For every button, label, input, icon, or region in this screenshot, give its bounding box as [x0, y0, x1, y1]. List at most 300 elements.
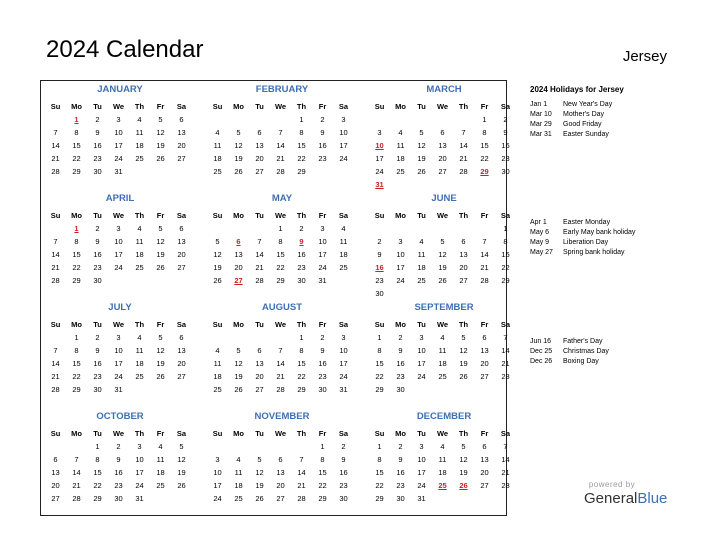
day-cell: 11 — [396, 141, 405, 150]
day-cell: 24 — [417, 481, 426, 490]
day-cell: 5 — [440, 237, 445, 246]
day-cell: 9 — [377, 250, 382, 259]
empty-day-cell — [291, 440, 312, 453]
day-cell: 29 — [276, 276, 285, 285]
weekday-header: Su — [374, 211, 385, 220]
day-cell: 21 — [501, 359, 510, 368]
day-cell: 9 — [398, 455, 403, 464]
day-cell: 24 — [114, 372, 123, 381]
day-cell: 27 — [177, 263, 186, 272]
day-cell: 17 — [417, 468, 426, 477]
day-cell: 7 — [53, 346, 58, 355]
day-cell: 6 — [179, 224, 184, 233]
day-cell: 19 — [177, 468, 186, 477]
day-cell: 5 — [461, 442, 466, 451]
month-october — [45, 410, 195, 518]
day-cell: 3 — [341, 333, 346, 342]
day-cell: 16 — [93, 359, 102, 368]
weekday-header: Th — [134, 320, 145, 329]
day-cell: 28 — [276, 167, 285, 176]
holiday-day-cell: 6 — [236, 237, 241, 246]
weekday-header: We — [436, 102, 449, 111]
day-cell: 21 — [255, 263, 264, 272]
day-cell: 24 — [135, 481, 144, 490]
holiday-row — [530, 347, 680, 357]
day-cell: 4 — [137, 115, 142, 124]
empty-day-cell — [249, 113, 270, 126]
weekday-header: We — [436, 429, 449, 438]
month-name: NOVEMBER — [254, 411, 310, 422]
day-cell: 5 — [179, 442, 184, 451]
weekday-header: Sa — [500, 102, 511, 111]
weekday-header: Mo — [71, 102, 82, 111]
day-cell: 19 — [438, 263, 447, 272]
month-grid — [369, 209, 516, 300]
day-cell: 7 — [257, 237, 262, 246]
weekday-header: Sa — [176, 320, 187, 329]
day-cell: 22 — [297, 154, 306, 163]
empty-day-cell — [390, 113, 411, 126]
day-cell: 22 — [93, 481, 102, 490]
day-cell: 6 — [179, 333, 184, 342]
day-cell: 19 — [255, 481, 264, 490]
weekday-header: We — [274, 429, 287, 438]
day-cell: 26 — [255, 494, 264, 503]
day-cell: 31 — [318, 276, 327, 285]
weekday-header: Mo — [233, 320, 244, 329]
holiday-name: Early May bank holiday — [563, 229, 636, 236]
empty-day-cell — [249, 222, 270, 235]
day-cell: 7 — [299, 455, 304, 464]
holiday-date: Mar 31 — [530, 131, 552, 138]
day-cell: 11 — [234, 468, 243, 477]
day-cell: 23 — [318, 154, 327, 163]
month-march — [369, 83, 519, 191]
day-cell: 12 — [417, 141, 426, 150]
holiday-day-cell: 1 — [74, 224, 79, 233]
weekday-header: Tu — [417, 320, 426, 329]
weekday-header: Mo — [71, 320, 82, 329]
day-cell: 10 — [396, 250, 405, 259]
day-cell: 1 — [320, 442, 325, 451]
day-cell: 28 — [459, 167, 468, 176]
day-cell: 9 — [320, 346, 325, 355]
day-cell: 25 — [213, 167, 222, 176]
day-cell: 8 — [482, 128, 487, 137]
weekday-header: Su — [50, 429, 61, 438]
day-cell: 6 — [257, 128, 262, 137]
month-january — [45, 83, 195, 191]
day-cell: 21 — [480, 263, 489, 272]
weekday-header: We — [274, 320, 287, 329]
empty-day-cell — [207, 440, 228, 453]
day-cell: 3 — [320, 224, 325, 233]
weekday-header: Tu — [93, 429, 102, 438]
day-cell: 17 — [339, 359, 348, 368]
month-may — [207, 192, 357, 300]
month-august — [207, 301, 357, 409]
day-cell: 23 — [93, 154, 102, 163]
weekday-header: Su — [374, 429, 385, 438]
day-cell: 26 — [177, 481, 186, 490]
month-june — [369, 192, 519, 300]
day-cell: 6 — [53, 455, 58, 464]
day-cell: 10 — [339, 346, 348, 355]
day-cell: 19 — [213, 263, 222, 272]
holiday-day-cell: 25 — [438, 481, 447, 490]
day-cell: 5 — [419, 128, 424, 137]
weekday-header: Fr — [318, 211, 327, 220]
day-cell: 29 — [72, 276, 81, 285]
holiday-group-2 — [530, 218, 680, 258]
day-cell: 11 — [156, 455, 165, 464]
day-cell: 20 — [480, 359, 489, 368]
weekday-header: Fr — [480, 320, 489, 329]
day-cell: 31 — [114, 385, 123, 394]
weekday-header: Su — [50, 211, 61, 220]
day-cell: 19 — [156, 141, 165, 150]
empty-day-cell — [228, 331, 249, 344]
day-cell: 25 — [213, 385, 222, 394]
day-cell: 8 — [95, 455, 100, 464]
day-cell: 20 — [459, 263, 468, 272]
day-cell: 8 — [377, 346, 382, 355]
weekday-header: We — [112, 102, 125, 111]
weekday-header: Th — [296, 211, 307, 220]
day-cell: 13 — [177, 237, 186, 246]
holiday-row — [530, 130, 680, 140]
day-cell: 5 — [236, 128, 241, 137]
empty-day-cell — [66, 440, 87, 453]
day-cell: 4 — [215, 346, 220, 355]
day-cell: 14 — [501, 346, 510, 355]
holiday-date: May 9 — [530, 239, 550, 246]
weekday-header: Sa — [338, 102, 349, 111]
day-cell: 30 — [501, 167, 510, 176]
weekday-header: We — [112, 320, 125, 329]
day-cell: 12 — [156, 128, 165, 137]
day-cell: 14 — [501, 455, 510, 464]
day-cell: 29 — [375, 494, 384, 503]
day-cell: 17 — [114, 359, 123, 368]
holiday-name: Father's Day — [563, 338, 603, 345]
holiday-name: Liberation Day — [563, 239, 609, 246]
day-cell: 17 — [213, 481, 222, 490]
day-cell: 11 — [438, 455, 447, 464]
day-cell: 12 — [156, 346, 165, 355]
day-cell: 8 — [377, 455, 382, 464]
day-cell: 12 — [234, 359, 243, 368]
day-cell: 29 — [501, 276, 510, 285]
day-cell: 10 — [114, 128, 123, 137]
month-november — [207, 410, 357, 518]
holiday-day-cell: 9 — [299, 237, 304, 246]
day-cell: 2 — [320, 115, 325, 124]
day-cell: 1 — [299, 115, 304, 124]
day-cell: 26 — [156, 372, 165, 381]
day-cell: 22 — [375, 481, 384, 490]
day-cell: 27 — [177, 372, 186, 381]
day-cell: 4 — [236, 455, 241, 464]
day-cell: 6 — [278, 455, 283, 464]
weekday-header: Fr — [156, 429, 165, 438]
weekday-header: Fr — [480, 429, 489, 438]
month-name: SEPTEMBER — [414, 302, 474, 313]
day-cell: 27 — [459, 276, 468, 285]
holiday-name: Boxing Day — [563, 358, 599, 365]
holiday-name: Spring bank holiday — [563, 249, 625, 256]
day-cell: 13 — [177, 346, 186, 355]
weekday-header: Tu — [417, 429, 426, 438]
holiday-row — [530, 218, 680, 228]
month-grid — [45, 427, 192, 505]
day-cell: 14 — [276, 359, 285, 368]
day-cell: 12 — [255, 468, 264, 477]
weekday-header: Su — [212, 102, 223, 111]
day-cell: 30 — [396, 494, 405, 503]
day-cell: 1 — [74, 333, 79, 342]
month-grid — [207, 100, 354, 178]
day-cell: 2 — [95, 224, 100, 233]
day-cell: 4 — [137, 333, 142, 342]
empty-day-cell — [207, 222, 228, 235]
day-cell: 6 — [179, 115, 184, 124]
day-cell: 22 — [72, 154, 81, 163]
day-cell: 9 — [320, 128, 325, 137]
empty-day-cell — [270, 440, 291, 453]
day-cell: 7 — [503, 442, 508, 451]
day-cell: 14 — [276, 141, 285, 150]
empty-day-cell — [369, 113, 390, 126]
weekday-header: Th — [458, 429, 469, 438]
day-cell: 25 — [135, 154, 144, 163]
day-cell: 17 — [339, 141, 348, 150]
day-cell: 8 — [320, 455, 325, 464]
holiday-day-cell: 1 — [74, 115, 79, 124]
day-cell: 9 — [116, 455, 121, 464]
empty-day-cell — [270, 331, 291, 344]
empty-day-cell — [369, 222, 390, 235]
weekday-header: Sa — [500, 429, 511, 438]
day-cell: 31 — [135, 494, 144, 503]
day-cell: 25 — [234, 494, 243, 503]
day-cell: 15 — [72, 141, 81, 150]
day-cell: 16 — [318, 359, 327, 368]
month-name: OCTOBER — [96, 411, 144, 422]
weekday-header: Su — [374, 320, 385, 329]
brand-logo[interactable] — [584, 490, 667, 507]
day-cell: 27 — [276, 494, 285, 503]
day-cell: 25 — [438, 372, 447, 381]
day-cell: 30 — [93, 167, 102, 176]
holiday-group-3 — [530, 337, 680, 367]
day-cell: 15 — [72, 359, 81, 368]
day-cell: 16 — [396, 468, 405, 477]
day-cell: 24 — [339, 154, 348, 163]
empty-day-cell — [249, 331, 270, 344]
month-grid — [45, 209, 192, 287]
weekday-header: Tu — [255, 429, 264, 438]
day-cell: 21 — [51, 154, 60, 163]
holiday-day-cell: 29 — [480, 167, 489, 176]
month-september — [369, 301, 519, 409]
day-cell: 17 — [114, 250, 123, 259]
empty-day-cell — [207, 113, 228, 126]
day-cell: 16 — [93, 250, 102, 259]
holiday-name: New Year's Day — [563, 101, 613, 108]
day-cell: 2 — [320, 333, 325, 342]
day-cell: 31 — [417, 494, 426, 503]
day-cell: 17 — [114, 141, 123, 150]
month-grid — [207, 427, 354, 505]
day-cell: 3 — [116, 224, 121, 233]
day-cell: 20 — [177, 141, 186, 150]
day-cell: 30 — [396, 385, 405, 394]
holiday-day-cell: 31 — [375, 180, 384, 189]
day-cell: 31 — [339, 385, 348, 394]
empty-day-cell — [432, 113, 453, 126]
day-cell: 11 — [213, 359, 222, 368]
weekday-header: Fr — [156, 102, 165, 111]
day-cell: 21 — [501, 468, 510, 477]
holiday-name: Easter Sunday — [563, 131, 609, 138]
day-cell: 4 — [398, 128, 403, 137]
day-cell: 10 — [213, 468, 222, 477]
weekday-header: Tu — [93, 211, 102, 220]
weekday-header: Fr — [156, 211, 165, 220]
day-cell: 13 — [276, 468, 285, 477]
day-cell: 31 — [114, 167, 123, 176]
day-cell: 27 — [177, 154, 186, 163]
day-cell: 24 — [318, 263, 327, 272]
day-cell: 2 — [503, 115, 508, 124]
day-cell: 25 — [339, 263, 348, 272]
day-cell: 30 — [297, 276, 306, 285]
day-cell: 6 — [482, 442, 487, 451]
day-cell: 1 — [95, 442, 100, 451]
day-cell: 30 — [339, 494, 348, 503]
day-cell: 26 — [438, 276, 447, 285]
day-cell: 28 — [72, 494, 81, 503]
day-cell: 16 — [93, 141, 102, 150]
day-cell: 20 — [480, 468, 489, 477]
day-cell: 15 — [297, 359, 306, 368]
day-cell: 22 — [318, 481, 327, 490]
empty-day-cell — [45, 222, 66, 235]
day-cell: 2 — [95, 333, 100, 342]
day-cell: 15 — [375, 359, 384, 368]
day-cell: 1 — [482, 115, 487, 124]
weekday-header: We — [436, 320, 449, 329]
holiday-name: Mother's Day — [563, 111, 605, 118]
day-cell: 25 — [396, 167, 405, 176]
weekday-header: Fr — [318, 102, 327, 111]
day-cell: 5 — [257, 455, 262, 464]
day-cell: 28 — [480, 276, 489, 285]
empty-day-cell — [390, 222, 411, 235]
day-cell: 3 — [341, 115, 346, 124]
day-cell: 21 — [276, 154, 285, 163]
day-cell: 7 — [74, 455, 79, 464]
day-cell: 3 — [377, 128, 382, 137]
day-cell: 12 — [213, 250, 222, 259]
day-cell: 24 — [339, 372, 348, 381]
empty-day-cell — [474, 222, 495, 235]
weekday-header: Mo — [395, 211, 406, 220]
day-cell: 10 — [417, 455, 426, 464]
month-name: AUGUST — [261, 302, 303, 313]
day-cell: 1 — [377, 442, 382, 451]
day-cell: 13 — [480, 455, 489, 464]
day-cell: 29 — [297, 167, 306, 176]
weekday-header: Mo — [395, 102, 406, 111]
empty-day-cell — [411, 222, 432, 235]
day-cell: 16 — [114, 468, 123, 477]
month-april — [45, 192, 195, 300]
day-cell: 23 — [114, 481, 123, 490]
weekday-header: Th — [296, 320, 307, 329]
weekday-header: Th — [296, 102, 307, 111]
day-cell: 20 — [177, 359, 186, 368]
day-cell: 4 — [440, 333, 445, 342]
day-cell: 18 — [396, 154, 405, 163]
day-cell: 30 — [93, 385, 102, 394]
weekday-header: Fr — [318, 320, 327, 329]
day-cell: 9 — [95, 128, 100, 137]
day-cell: 6 — [257, 346, 262, 355]
day-cell: 8 — [74, 346, 79, 355]
day-cell: 3 — [419, 442, 424, 451]
calendar-frame — [40, 80, 511, 516]
day-cell: 7 — [278, 128, 283, 137]
day-cell: 7 — [461, 128, 466, 137]
day-cell: 11 — [135, 346, 144, 355]
day-cell: 3 — [137, 442, 142, 451]
day-cell: 8 — [278, 237, 283, 246]
day-cell: 3 — [116, 333, 121, 342]
weekday-header: Tu — [255, 102, 264, 111]
day-cell: 25 — [156, 481, 165, 490]
day-cell: 3 — [398, 237, 403, 246]
day-cell: 28 — [51, 276, 60, 285]
day-cell: 22 — [72, 372, 81, 381]
day-cell: 21 — [51, 263, 60, 272]
day-cell: 18 — [135, 359, 144, 368]
day-cell: 14 — [297, 468, 306, 477]
day-cell: 18 — [438, 359, 447, 368]
month-name: APRIL — [105, 193, 135, 204]
day-cell: 20 — [438, 154, 447, 163]
day-cell: 3 — [215, 455, 220, 464]
holiday-name: Christmas Day — [563, 348, 609, 355]
day-cell: 8 — [74, 237, 79, 246]
day-cell: 26 — [213, 276, 222, 285]
weekday-header: Th — [134, 429, 145, 438]
empty-day-cell — [411, 113, 432, 126]
empty-day-cell — [453, 222, 474, 235]
day-cell: 8 — [503, 237, 508, 246]
day-cell: 25 — [135, 263, 144, 272]
day-cell: 8 — [299, 128, 304, 137]
day-cell: 14 — [459, 141, 468, 150]
day-cell: 24 — [396, 276, 405, 285]
day-cell: 8 — [299, 346, 304, 355]
weekday-header: Su — [50, 102, 61, 111]
weekday-header: Sa — [176, 102, 187, 111]
day-cell: 1 — [503, 224, 508, 233]
day-cell: 17 — [375, 154, 384, 163]
month-grid — [207, 209, 354, 287]
